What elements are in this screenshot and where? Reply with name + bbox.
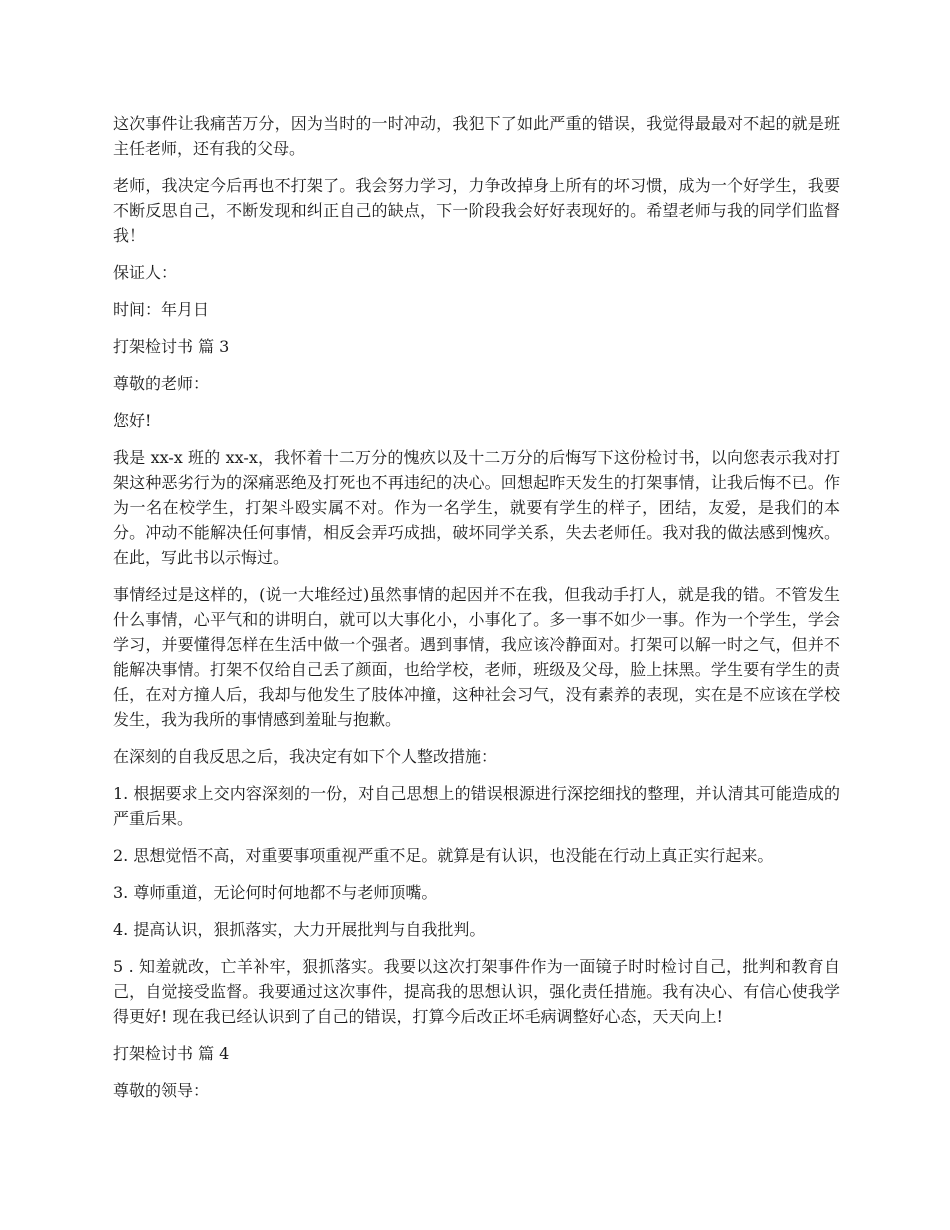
salutation-leader: 尊敬的领导： xyxy=(113,1081,210,1100)
paragraph-apology-intro: 这次事件让我痛苦万分，因为当时的一时冲动，我犯下了如此严重的错误，我觉得最最对不起的就是班主任老师，还有我的父母。 xyxy=(113,114,840,158)
paragraph-resolution: 老师，我决定今后再也不打架了。我会努力学习，力争改掉身上所有的坏习惯，成为一个好学生，我要不断反思自己，不断发现和纠正自己的缺点，下一阶段我会好好表现好的。希望老师与我的同学们监督我！ xyxy=(113,176,840,245)
paragraph-self-intro: 我是 xx-x 班的 xx-x，我怀着十二万分的愧疚以及十二万分的后悔写下这份检讨书，以向您表示我对打架这种恶劣行为的深痛恶绝及打死也不再违纪的决心。回想起昨天发生的打架事情，让我后悔不已。作为一名在校学生，打架斗殴实属不对。作为一名学生，就要有学生的样子，团结，友爱，是我们的本分。冲动不能解决任何事情，相反会弄巧成拙，破坏同学关系，失去老师任。我对我的做法感到愧疚。在此，写此书以示悔过。 xyxy=(113,448,840,567)
guarantor-line: 保证人： xyxy=(113,263,178,282)
list-item-4: 4. 提高认识，狠抓落实，大力开展批判与自我批判。 xyxy=(113,920,486,939)
greeting: 您好! xyxy=(113,411,152,430)
section-heading-3: 打架检讨书 篇 3 xyxy=(113,337,230,356)
list-item-1: 1. 根据要求上交内容深刻的一份，对自己思想上的错误根源进行深挖细找的整理，并认清其可能造成的严重后果。 xyxy=(113,784,840,828)
salutation-teacher: 尊敬的老师： xyxy=(113,374,210,393)
document-page xyxy=(113,111,840,1115)
date-line: 时间：年月日 xyxy=(113,300,210,319)
list-item-3: 3. 尊师重道，无论何时何地都不与老师顶嘴。 xyxy=(113,883,438,902)
list-item-2: 2. 思想觉悟不高，对重要事项重视严重不足。就算是有认识，也没能在行动上真正实行起来。 xyxy=(113,846,774,865)
list-item-5: 5 . 知羞就改，亡羊补牢，狠抓落实。我要以这次打架事件作为一面镜子时时检讨自己，批判和教育自己，自觉接受监督。我要通过这次事件，提高我的思想认识，强化责任措施。我有决心、有信心使我学得更好! 现在我已经认识到了自己的错误，打算今后改正坏毛病调整好心态，天天向上! xyxy=(113,957,840,1026)
section-heading-4: 打架检讨书 篇 4 xyxy=(113,1044,230,1063)
paragraph-measures-intro: 在深刻的自我反思之后，我决定有如下个人整改措施： xyxy=(113,747,498,766)
paragraph-incident: 事情经过是这样的，(说一大堆经过)虽然事情的起因并不在我，但我动手打人，就是我的错。不管发生什么事情，心平气和的讲明白，就可以大事化小，小事化了。多一事不如少一事。作为一个学生，学会学习，并要懂得怎样在生活中做一个强者。遇到事情，我应该冷静面对。打架可以解一时之气，但并不能解决事情。打架不仅给自己丢了颜面，也给学校，老师，班级及父母，脸上抹黑。学生要有学生的责任，在对方撞人后，我却与他发生了肢体冲撞，这种社会习气，没有素养的表现，实在是不应该在学校发生，我为我所的事情感到羞耻与抱歉。 xyxy=(113,585,840,729)
